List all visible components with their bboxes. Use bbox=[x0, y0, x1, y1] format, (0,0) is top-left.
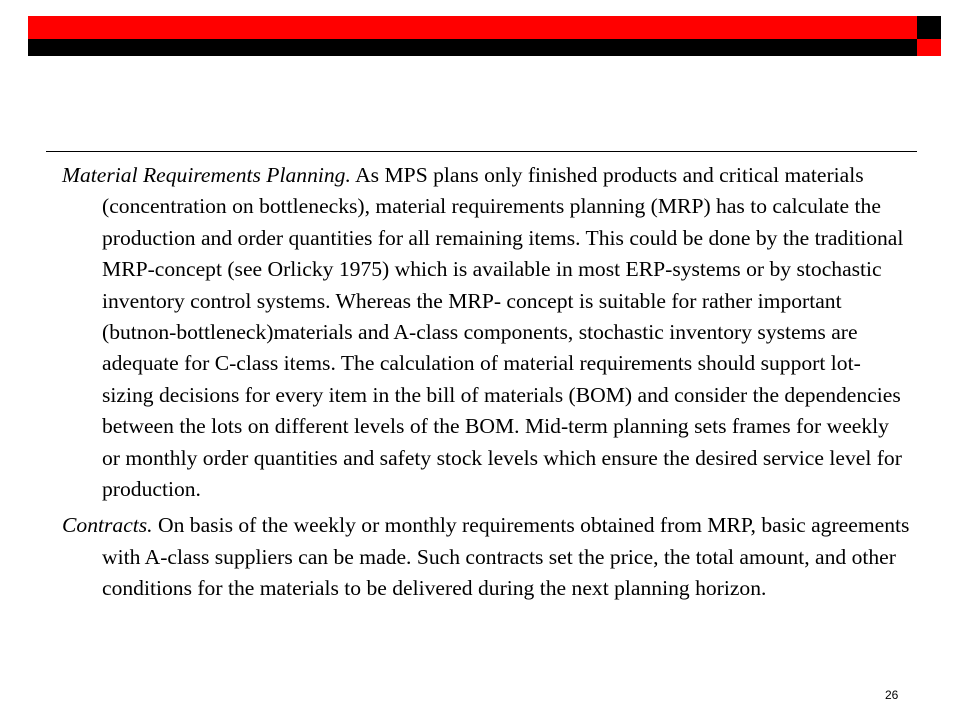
slide-body bbox=[62, 160, 912, 610]
slide-number: 26 bbox=[885, 688, 899, 702]
header-black-band bbox=[28, 39, 917, 56]
paragraph-body: As MPS plans only finished products and critical materials (concentration on bottlenecks), material requirements planning (MRP) has to calculate the production and order quantities for all remaining items. This could be done by the traditional MRP-concept (see Orlicky 1975) which is available in most ERP-systems or by stochastic inventory control systems. Whereas the MRP- concept is suitable for rather important (butnon-bottleneck)materials and A-class components, stochastic inventory systems are adequate for C-class items. The calculation of material requirements should support lot-sizing decisions for every item in the bill of materials (BOM) and consider the dependencies between the lots on different levels of the BOM. Mid-term planning sets frames for weekly or monthly order quantities and safety stock levels which ensure the desired service level for production. bbox=[102, 163, 904, 502]
paragraph-title: Material Requirements Planning. bbox=[62, 163, 351, 187]
header-corner-red-block bbox=[917, 39, 941, 56]
header-corner-black-block bbox=[917, 16, 941, 39]
paragraph-body: On basis of the weekly or monthly requirements obtained from MRP, basic agreements with A-class suppliers can be made. Such contracts set the price, the total amount, and other conditions for the materials to be delivered during the next planning horizon. bbox=[102, 513, 910, 601]
paragraph-mrp bbox=[62, 160, 912, 505]
header-red-band bbox=[28, 16, 917, 39]
paragraph-contracts bbox=[62, 510, 912, 604]
title-divider-line bbox=[46, 151, 917, 152]
paragraph-title: Contracts. bbox=[62, 513, 153, 538]
